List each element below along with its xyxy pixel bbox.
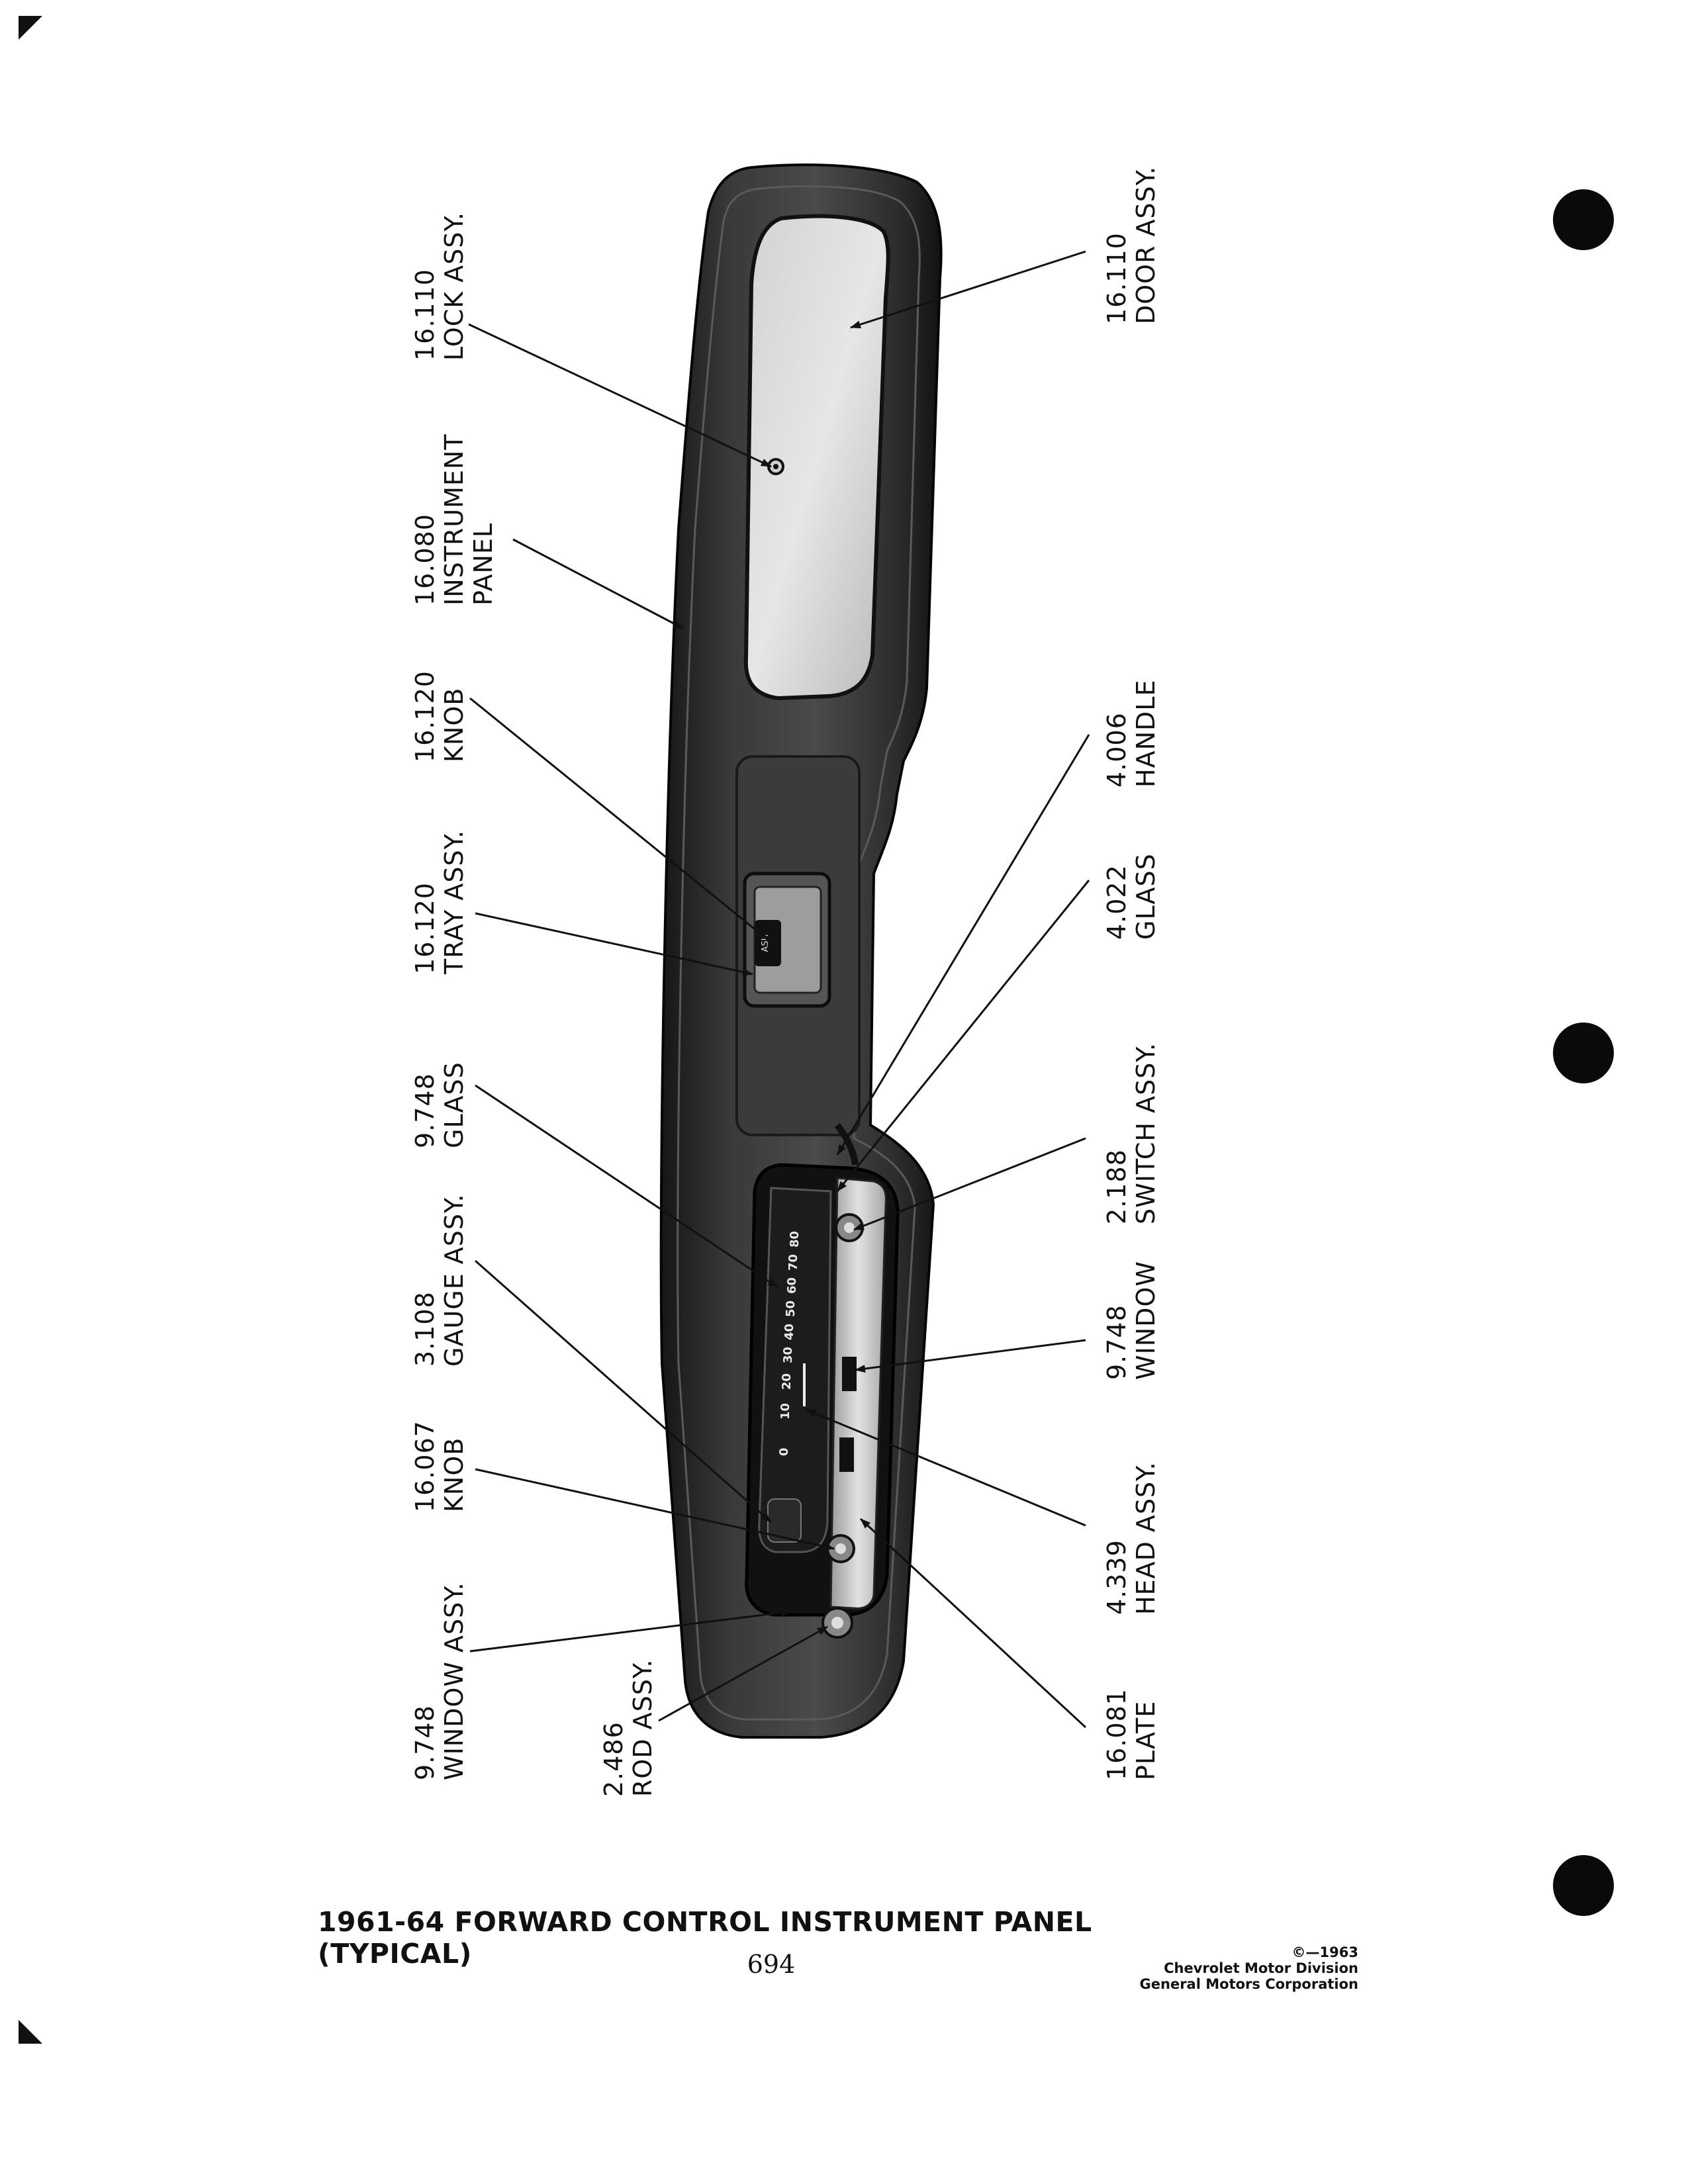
speed-mark-10: 10 [778,1402,792,1420]
indicator-window-lower [839,1437,854,1472]
speed-mark-0: 0 [777,1447,791,1456]
callout-name: GLASS [1131,853,1160,940]
callout-window-assy [410,1582,469,1780]
leader-instrument-panel [513,539,684,629]
callout-code: 16.067 [410,1420,440,1512]
callout-glass-4022 [1102,853,1160,940]
callout-head-assy [1102,1461,1160,1615]
callout-gauge-assy [410,1193,469,1367]
callout-plate [1102,1688,1160,1780]
indicator-window-upper [842,1357,857,1391]
callout-tray-assy [410,830,469,974]
callout-code: 9.748 [410,1073,440,1148]
speed-mark-50: 50 [784,1300,798,1317]
callout-code: 16.110 [410,269,440,361]
speed-mark-30: 30 [781,1346,795,1363]
callout-code: 4.339 [1102,1539,1131,1615]
callout-door-assy [1102,166,1160,324]
callout-code: 16.120 [410,882,440,974]
speed-mark-60: 60 [785,1277,799,1294]
callout-glass-9748 [410,1062,469,1148]
leader-glass-4022 [837,880,1089,1191]
callout-code: 4.022 [1102,864,1131,940]
callout-name: ROD ASSY. [628,1659,657,1797]
callout-name: KNOB [440,1437,469,1512]
callout-name: GLASS [440,1062,469,1148]
callout-code: 3.108 [410,1291,440,1367]
callout-name: LOCK ASSY. [440,211,469,361]
copyright-block [1092,1944,1358,1992]
callout-name: KNOB [440,687,469,762]
callout-code: 2.188 [1102,1149,1131,1224]
glove-box-door [746,216,888,698]
callout-code: 16.120 [410,670,440,762]
speed-mark-80: 80 [788,1230,802,1248]
callout-window [1102,1261,1160,1380]
callout-code: 16.080 [410,514,440,606]
callout-name-line2: PANEL [469,522,498,606]
speed-mark-40: 40 [782,1323,796,1340]
callout-code: 9.748 [1102,1304,1131,1380]
callout-knob-16067 [410,1420,469,1512]
copyright-division: Chevrolet Motor Division [1164,1960,1358,1976]
callout-knob-tray [410,670,469,762]
speed-mark-20: 20 [780,1373,794,1390]
callout-rod-assy [599,1659,657,1797]
callout-name: TRAY ASSY. [440,829,469,974]
callout-handle [1102,680,1160,788]
callout-name: DOOR ASSY. [1131,165,1160,324]
callout-name: WINDOW ASSY. [440,1582,469,1780]
callout-code: 4.006 [1102,712,1131,788]
callout-name: INSTRUMENT [440,433,469,606]
callout-name: WINDOW [1131,1261,1160,1380]
figure-title: 1961-64 FORWARD CONTROL INSTRUMENT PANEL (TYPICAL) [318,1906,1092,1970]
callout-name: HANDLE [1131,679,1160,788]
callout-code: 9.748 [410,1705,440,1780]
callout-name: GAUGE ASSY. [440,1193,469,1367]
page-number: 694 [747,1950,796,1979]
copyright-year: ©—1963 [1291,1944,1358,1960]
tray-knob-text: ASH [761,934,771,952]
callout-instrument-panel [410,433,498,606]
copyright-corporation: General Motors Corporation [1139,1976,1358,1992]
speed-mark-70: 70 [786,1253,800,1271]
callout-lock-assy [410,212,469,361]
callout-name: HEAD ASSY. [1131,1461,1160,1615]
callout-switch-assy [1102,1042,1160,1224]
callout-code: 16.081 [1102,1688,1131,1780]
callout-code: 2.486 [599,1721,628,1797]
callout-name: PLATE [1131,1700,1160,1780]
callout-name: SWITCH ASSY. [1131,1042,1160,1224]
callout-code: 16.110 [1102,232,1131,324]
